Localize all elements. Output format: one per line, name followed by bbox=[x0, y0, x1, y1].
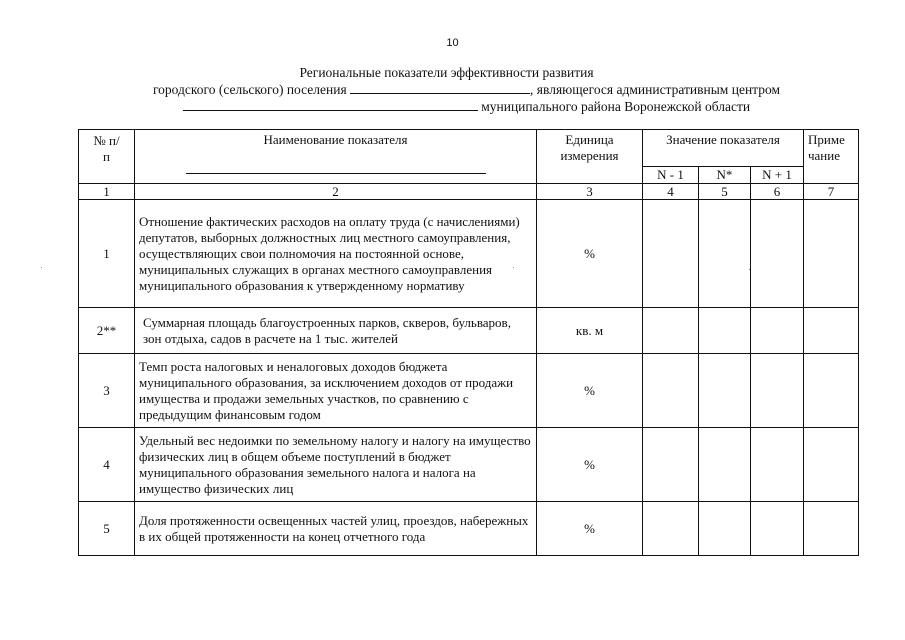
table-row bbox=[79, 502, 859, 556]
note-cell bbox=[804, 428, 859, 502]
value-n bbox=[699, 354, 751, 428]
title-prefix: городского (сельского) поселения bbox=[152, 82, 347, 97]
settlement-name-blank bbox=[350, 82, 530, 94]
value-n-plus-1 bbox=[751, 428, 804, 502]
header-num-label: № п/п bbox=[93, 133, 120, 164]
value-n-minus-1 bbox=[643, 428, 699, 502]
header-unit-label: Единица измерения bbox=[560, 132, 619, 163]
document-title-line3 bbox=[14, 98, 905, 115]
indicator-unit: % bbox=[537, 200, 643, 308]
row-number: 2** bbox=[79, 308, 135, 354]
header-note-label: Приме чание bbox=[808, 132, 845, 163]
title-line3-suffix: муниципального района Воронежской области bbox=[481, 99, 751, 114]
header-name bbox=[135, 130, 537, 184]
header-value: Значение показателя bbox=[643, 130, 804, 167]
value-n-plus-1 bbox=[751, 200, 804, 308]
value-n bbox=[699, 502, 751, 556]
scan-speck: · bbox=[40, 262, 43, 272]
row-number: 1 bbox=[79, 200, 135, 308]
value-n bbox=[699, 308, 751, 354]
scan-speck: · bbox=[748, 264, 751, 274]
header-num bbox=[79, 130, 135, 184]
column-number: 4 bbox=[643, 184, 699, 200]
value-n bbox=[699, 200, 751, 308]
note-cell bbox=[804, 354, 859, 428]
column-number: 5 bbox=[699, 184, 751, 200]
value-n-plus-1 bbox=[751, 308, 804, 354]
indicator-unit: % bbox=[537, 428, 643, 502]
scan-speck: · bbox=[512, 262, 515, 272]
header-unit bbox=[537, 130, 643, 184]
indicator-unit: кв. м bbox=[537, 308, 643, 354]
value-n-minus-1 bbox=[643, 354, 699, 428]
indicators-table bbox=[78, 129, 859, 556]
document-title-line1: Региональные показатели эффективности развития bbox=[299, 65, 594, 80]
district-name-blank bbox=[183, 99, 478, 111]
indicator-name: Суммарная площадь благоустроенных парков, скверов, бульваров, зон отдыха, садов в расчете на 1 тыс. жителей bbox=[135, 308, 537, 354]
indicator-unit: % bbox=[537, 354, 643, 428]
indicator-name: Удельный вес недоимки по земельному налогу и налогу на имущество физических лиц в общем объеме поступлений в бюджет муниципального образования земельного налога и налога на имущество физических лиц bbox=[135, 428, 537, 502]
header-name-underline bbox=[186, 173, 486, 174]
column-number: 7 bbox=[804, 184, 859, 200]
document-title-line2 bbox=[14, 81, 905, 98]
column-number: 1 bbox=[79, 184, 135, 200]
value-n-minus-1 bbox=[643, 200, 699, 308]
column-number: 3 bbox=[537, 184, 643, 200]
note-cell bbox=[804, 502, 859, 556]
header-n-minus-1: N - 1 bbox=[643, 167, 699, 184]
column-number: 2 bbox=[135, 184, 537, 200]
indicator-name: Темп роста налоговых и неналоговых доходов бюджета муниципального образования, за исключением доходов от продажи имущества и продажи земельных участков, по сравнению с предыдущим финансовым годом bbox=[135, 354, 537, 428]
indicator-unit: % bbox=[537, 502, 643, 556]
header-n-plus-1: N + 1 bbox=[751, 167, 804, 184]
table-header-row bbox=[79, 130, 859, 167]
column-numbers-row bbox=[79, 184, 859, 200]
title-suffix: , являющегося административным центром bbox=[530, 82, 781, 97]
row-number: 3 bbox=[79, 354, 135, 428]
header-name-label: Наименование показателя bbox=[263, 132, 408, 147]
row-number: 4 bbox=[79, 428, 135, 502]
value-n-plus-1 bbox=[751, 502, 804, 556]
header-note bbox=[804, 130, 859, 184]
table-row bbox=[79, 308, 859, 354]
value-n-minus-1 bbox=[643, 502, 699, 556]
table-row bbox=[79, 354, 859, 428]
note-cell bbox=[804, 308, 859, 354]
page-number: 10 bbox=[446, 37, 459, 49]
indicator-name: Отношение фактических расходов на оплату труда (с начислениями) депутатов, выборных должностных лиц местного самоуправления, осуществляющих свои полномочия на постоянной основе, муниципальных служащих в органах местного самоуправления муниципального образования к утвержденному нормативу bbox=[135, 200, 537, 308]
header-n: N* bbox=[699, 167, 751, 184]
table-row bbox=[79, 200, 859, 308]
row-number: 5 bbox=[79, 502, 135, 556]
column-number: 6 bbox=[751, 184, 804, 200]
table-row bbox=[79, 428, 859, 502]
indicator-name: Доля протяженности освещенных частей улиц, проездов, набережных в их общей протяженности на конец отчетного года bbox=[135, 502, 537, 556]
value-n bbox=[699, 428, 751, 502]
note-cell bbox=[804, 200, 859, 308]
value-n-plus-1 bbox=[751, 354, 804, 428]
value-n-minus-1 bbox=[643, 308, 699, 354]
